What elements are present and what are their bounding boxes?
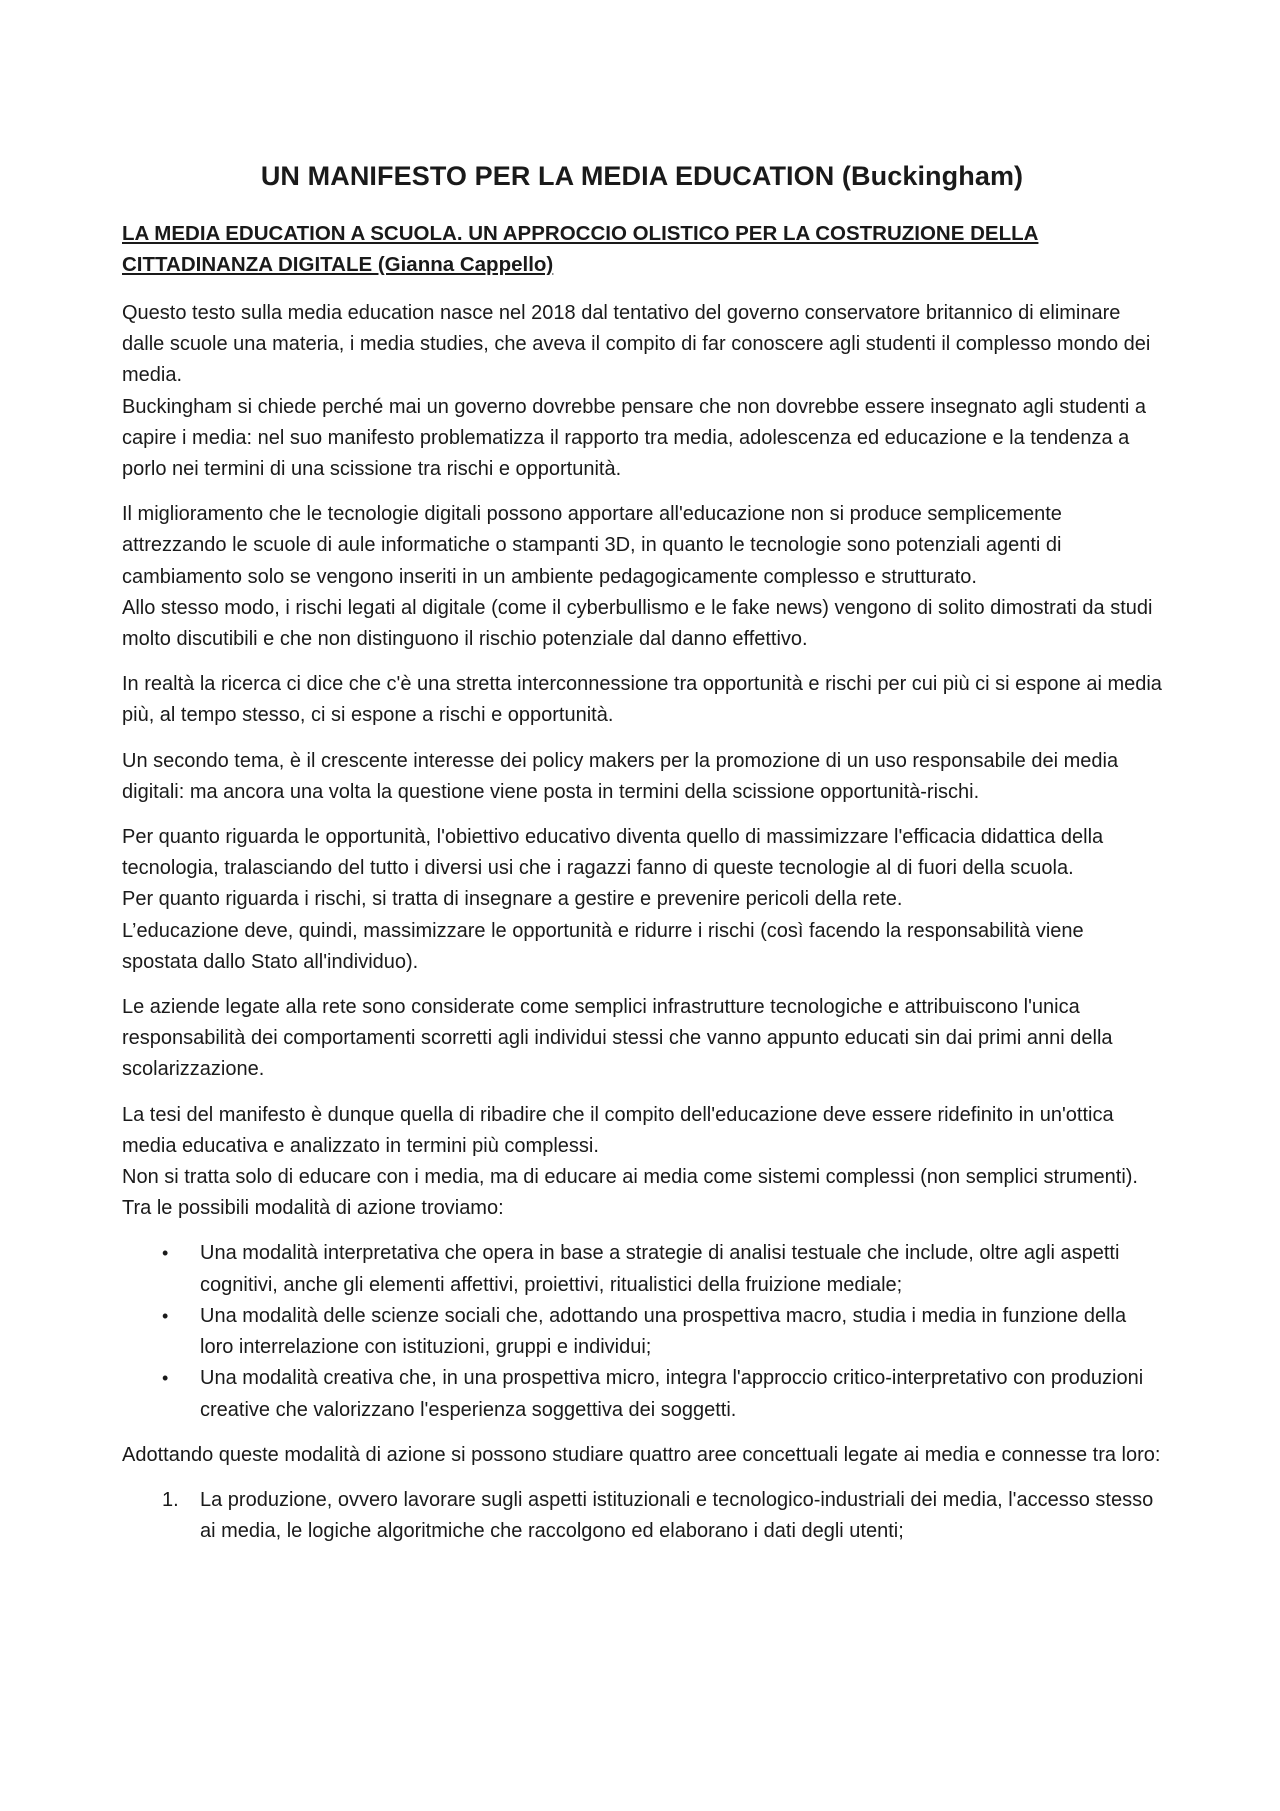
paragraph — [122, 669, 1162, 731]
paragraph — [122, 298, 1162, 485]
paragraph-line: Per quanto riguarda le opportunità, l'obiettivo educativo diventa quello di massimizzare l'efficacia didattica della tecnologia, tralasciando del tutto i diversi usi che i ragazzi fanno di queste tecnologie al di fuori della scuola. — [122, 826, 1104, 880]
paragraph-line: Non si tratta solo di educare con i media, ma di educare ai media come sistemi complessi (non semplici strumenti). — [122, 1166, 1138, 1189]
paragraph-line: Allo stesso modo, i rischi legati al digitale (come il cyberbullismo e le fake news) vengono di solito dimostrati da studi molto discutibili e che non distinguono il rischio potenziale dal danno effettivo. — [122, 596, 1153, 651]
paragraph — [122, 499, 1162, 655]
bullet-text: Una modalità creativa che, in una prospettiva micro, integra l'approccio critico-interpretativo con produzioni creative che valorizzano l'esperienza soggettiva dei soggetti. — [200, 1367, 1144, 1421]
paragraph-line: Un secondo tema, è il crescente interesse dei policy makers per la promozione di un uso responsabile dei media digitali: ma ancora una volta la questione viene posta in termini della scissione opportunità-rischi. — [122, 749, 1119, 803]
bullet-marker: • — [162, 1368, 169, 1389]
paragraph-line: Il miglioramento che le tecnologie digitali possono apportare all'educazione non si produce semplicemente attrezzando le scuole di aule informatiche o stampanti 3D, in quanto le tecnologie sono potenziali agenti di cambiamento solo se vengono inseriti in un ambiente pedagogicamente complesso e strutturato. — [122, 503, 1062, 588]
bullet-marker: • — [162, 1305, 169, 1326]
paragraph — [122, 822, 1162, 978]
document-title: UN MANIFESTO PER LA MEDIA EDUCATION (Buckingham) — [260, 161, 1024, 191]
bullet-item — [122, 1301, 1162, 1363]
bullet-text: Una modalità delle scienze sociali che, adottando una prospettiva macro, studia i media in funzione della loro interrelazione con istituzioni, gruppi e individui; — [200, 1304, 1127, 1359]
paragraph — [122, 746, 1162, 808]
bullet-list — [122, 1238, 1162, 1425]
bullet-item — [122, 1363, 1162, 1425]
bullet-text: Una modalità interpretativa che opera in base a strategie di analisi testuale che include, oltre agli aspetti cognitivi, anche gli elementi affettivi, proiettivi, ritualistici della fruizione mediale; — [200, 1242, 1120, 1296]
paragraph-line: Per quanto riguarda i rischi, si tratta di insegnare a gestire e prevenire pericoli della rete. — [122, 888, 903, 911]
paragraph-line: Buckingham si chiede perché mai un governo dovrebbe pensare che non dovrebbe essere insegnato agli studenti a capire i media: nel suo manifesto problematizza il rapporto tra media, adolescenza ed educazione e la tendenza a porlo nei termini di una scissione tra rischi e opportunità. — [122, 395, 1147, 481]
paragraph-line: Le aziende legate alla rete sono considerate come semplici infrastrutture tecnologiche e attribuiscono l'unica responsabilità dei comportamenti scorretti agli individui stessi che vanno appunto educati sin dai primi anni della scolarizzazione. — [122, 996, 1113, 1081]
paragraph-line: Tra le possibili modalità di azione troviamo: — [122, 1197, 504, 1220]
paragraph — [122, 1100, 1162, 1225]
document-subtitle: LA MEDIA EDUCATION A SCUOLA. UN APPROCCIO OLISTICO PER LA COSTRUZIONE DELLA CITTADINANZA DIGITALE (Gianna Cappello) — [122, 222, 1039, 276]
paragraph-line: In realtà la ricerca ci dice che c'è una stretta interconnessione tra opportunità e rischi per cui più ci si espone ai media più, al tempo stesso, ci si espone a rischi e opportunità. — [122, 673, 1162, 727]
number-marker: 1. — [162, 1488, 179, 1511]
paragraph-line: L’educazione deve, quindi, massimizzare le opportunità e ridurre i rischi (così facendo la responsabilità viene spostata dallo Stato all'individuo). — [122, 919, 1084, 973]
paragraph-line: Questo testo sulla media education nasce nel 2018 dal tentativo del governo conservatore britannico di eliminare dalle scuole una materia, i media studies, che aveva il compito di far conoscere agli studenti il complesso mondo dei media. — [122, 302, 1151, 387]
paragraph — [122, 992, 1162, 1086]
bullet-item — [122, 1238, 1162, 1300]
closing-paragraph: Adottando queste modalità di azione si possono studiare quattro aree concettuali legate ai media e connesse tra loro: — [122, 1443, 1161, 1466]
numbered-text: La produzione, ovvero lavorare sugli aspetti istituzionali e tecnologico-industriali dei media, l'accesso stesso ai media, le logiche algoritmiche che raccolgono ed elaborano i dati degli utenti; — [200, 1488, 1154, 1543]
numbered-item — [122, 1485, 1162, 1547]
paragraph-line: La tesi del manifesto è dunque quella di ribadire che il compito dell'educazione deve essere ridefinito in un'ottica media educativa e analizzato in termini più complessi. — [122, 1103, 1114, 1157]
document-page — [122, 150, 1162, 1561]
bullet-marker: • — [162, 1243, 169, 1264]
numbered-list — [122, 1485, 1162, 1547]
